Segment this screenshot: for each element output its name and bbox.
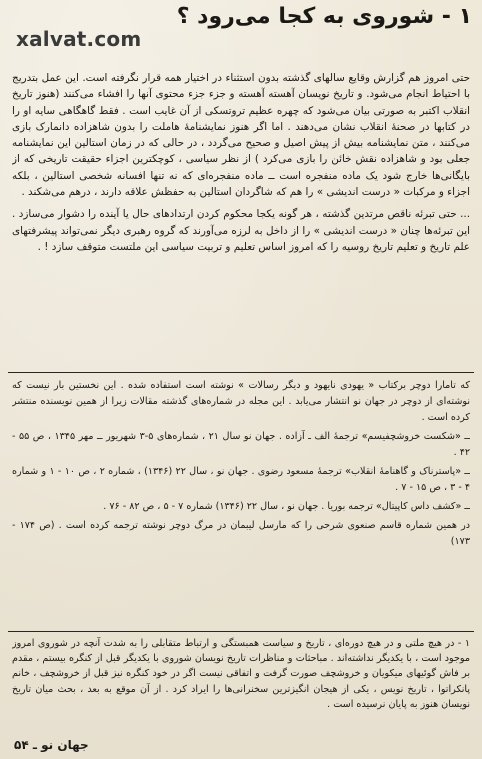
watermark: xalvat.com [16, 27, 142, 51]
intro-text [12, 70, 470, 330]
references-paragraph: که تامارا دوچر برکتاب « یهودی نایهود و دیگر رسالات » نوشته است استفاده شده . این نخستین بار نیست که نوشته‌ای از دوچر در جهان نو انتشار می‌یابد . این مجله در شماره‌های گذشته مقالات زیرا از همین نویسنده منتشر کرده است . [12, 380, 470, 423]
intro-paragraph: حتی امروز هم گزارش وقایع سالهای گذشته بدون استثناء در اختیار همه قرار نگرفته است. این عمل بتدریج با احتیاط انجام می‌شود. و تاریخ نویسان آهسته آهسته و جزء جزء محتوی آنها را افشاء می‌کنند (هنوز تاریخ انقلاب اکتبر به صورتی بیان می‌شود که چهره عظیم تروتسکی از آن غایب است . فقط گاهگاهی سایه او را در کتابها در صحنهٔ انقلاب نشان می‌دهند . اما اگر هنوز نمایشنامهٔ هاملت را بدون شاهزاده دانمارک بازی می‌کنند ، متن نمایشنامه بیش از پیش اصیل و صحیح می‌گردد ، در حالی که در زمان استالین این نمایشنامه جعلی بود و شاهزاده نقش خائن را بازی می‌کرد ) از نظر سیاسی ، کوچکترین اجزاء حقیقت تاریخی که از بایگانی‌ها خارج شود یک ماده منفجره است ــ ماده منفجره‌ای که نه تنها افسانه شخصی استالین ، بلکه اجزاء و مرکبات « درست اندیشی » را هم که شاگردان استالین به حفظش علاقه دارند ، درهم می‌شکند . [12, 72, 470, 199]
references-section [12, 378, 470, 628]
footnote-divider [8, 631, 474, 632]
footnote-text: ۱ - در هیچ ملتی و در هیچ دوره‌ای ، تاریخ و سیاست همبستگی و ارتباط متقابلی را به شدت آنچه در شوروی امروز موجود است ، با یکدیگر نداشته‌اند . مباحثات و مناظرات تاریخ نویسان شوروی با یکدیگر قبل از کنگره بیستم ، مقدم بر فاش گوئیهای میکویان و خروشچف صورت گرفت و اتفاقی نیست اگر در خود کنگره نیز قبل از خروشچف ، خانم پانکراتوا ، تاریخ نویس ، یکی از هیجان انگیزترین سخنرانی‌ها را ایراد کرد . از آن موقع به بعد ، بحث میان تاریخ نویسان هنوز به پایان نرسیده است . [12, 638, 470, 710]
article-title: ۱ - شوروی به کجا می‌رود ؟ [176, 4, 472, 29]
reference-item: ــ «کشف داس کاپیتال» ترجمه بوریا . جهان نو ، سال ۲۲ (۱۳۴۶) شماره ۷ - ۵ ، ص ۸۲ - ۷۶ . [103, 501, 470, 512]
reference-item: ــ «شکست خروشچفیسم» ترجمهٔ الف ـ آزاده . جهان نو سال ۲۱ ، شماره‌های ۵-۳ شهریور ــ مهر ۱۳۴۵ ، ص ۵۵ - ۴۲ . [12, 431, 470, 458]
reference-note: در همین شماره قاسم صنعوی شرحی را که مارسل لیبمان در مرگ دوچر نوشته ترجمه کرده است . (ص ۱۷۴ - ۱۷۳) [12, 520, 470, 547]
page-number: جهان نو ـ ۵۴ [14, 738, 89, 752]
reference-item: ــ «پاسترناک و گاهنامهٔ انقلاب» ترجمهٔ مسعود رضوی . جهان نو ، سال ۲۲ (۱۳۴۶) ، شماره ۲ ، ص ۱۰ - ۱ و شماره ۴ - ۳ ، ص ۱۵ - ۷ . [12, 466, 470, 493]
footnote [12, 636, 470, 732]
section-divider [8, 372, 474, 373]
intro-paragraph: ... حتی تبرئه ناقص مرتدین گذشته ، هر گونه یکجا محکوم کردن ارتدادهای حال یا آینده را دشوار می‌سازد . این تبرئه‌ها چنان « درست اندیشی » را از داخل به لرزه می‌آورند که گروه رهبری دیگر نمی‌تواند پیشرفتهای علم تاریخ و تعلیم تاریخ روسیه را که امروز اساس تعلیم و تربیت سیاسی این ملتست متوقف سازد ! . [12, 208, 470, 253]
